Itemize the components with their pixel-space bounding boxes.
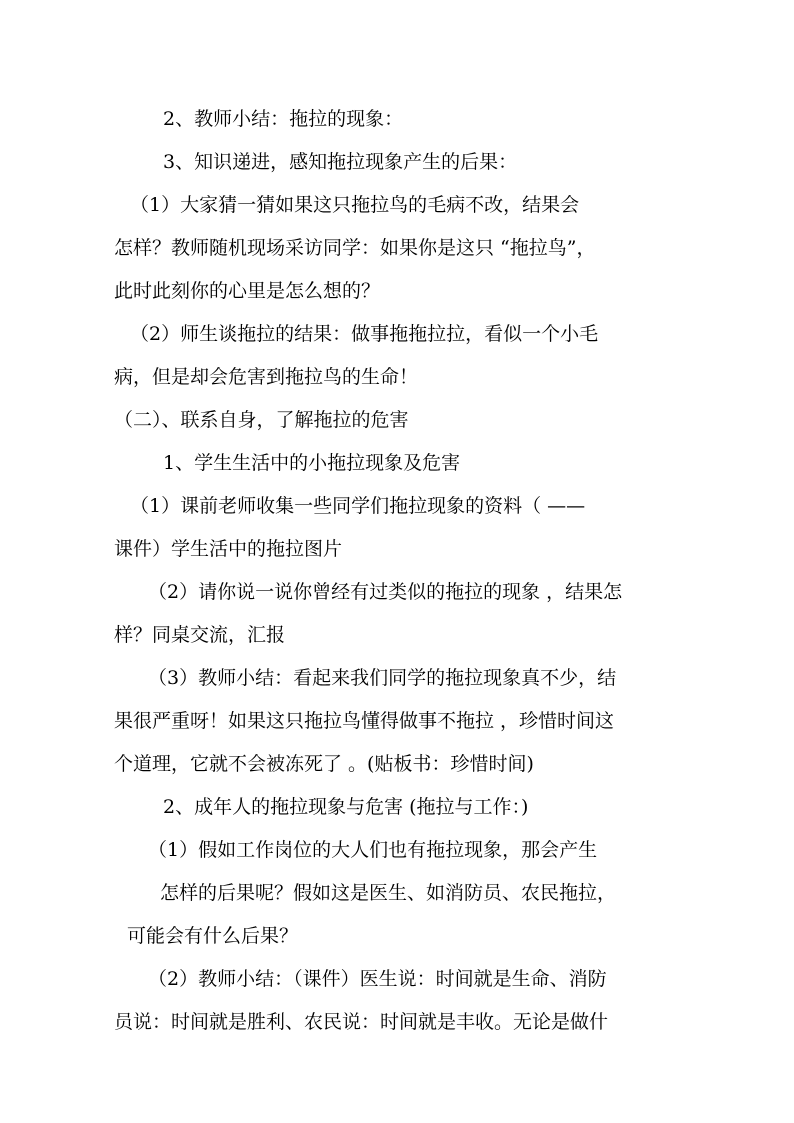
text-line-6: （2）师生谈拖拉的结果：做事拖拖拉拉，看似一个小毛 <box>130 323 599 345</box>
text-line-7: 病，但是却会危害到拖拉鸟的生命！ <box>114 366 419 388</box>
text-line-5: 此时此刻你的心里是怎么想的？ <box>114 280 381 302</box>
text-line-16: 个道理，它就不会被冻死了 。(贴板书：珍惜时间) <box>114 753 534 775</box>
text-line-15: 果很严重呀！如果这只拖拉鸟懂得做事不拖拉 ，珍惜时间这 <box>114 710 615 732</box>
text-line-11: 课件）学生活中的拖拉图片 <box>114 538 343 560</box>
text-line-19: 怎样的后果呢？假如这是医生、如消防员、农民拖拉， <box>160 882 617 904</box>
text-line-12: （2）请你说一说你曾经有过类似的拖拉的现象 ，结果怎 <box>148 581 623 603</box>
text-line-22: 员说：时间就是胜利、农民说：时间就是丰收。无论是做什 <box>114 1011 609 1033</box>
text-line-2: 3、知识递进，感知拖拉现象产生的后果： <box>163 151 518 173</box>
text-line-20: 可能会有什么后果？ <box>127 925 299 947</box>
text-line-17: 2、成年人的拖拉现象与危害 (拖拉与工作：) <box>163 796 529 818</box>
text-line-3: （1）大家猜一猜如果这只拖拉鸟的毛病不改，结果会 <box>130 194 580 216</box>
text-line-18: （1）假如工作岗位的大人们也有拖拉现象，那会产生 <box>148 839 598 861</box>
text-line-9: 1、学生生活中的小拖拉现象及危害 <box>163 452 461 474</box>
text-line-14: （3）教师小结：看起来我们同学的拖拉现象真不少，结 <box>148 667 617 689</box>
section-heading: （二）、联系自身，了解拖拉的危害 <box>114 409 409 431</box>
text-line-13: 样？同桌交流，汇报 <box>114 624 286 646</box>
text-line-10: （1）课前老师收集一些同学们拖拉现象的资料（ —— <box>130 495 586 517</box>
text-line-1: 2、教师小结：拖拉的现象： <box>163 108 404 130</box>
text-line-21: （2）教师小结：（课件）医生说：时间就是生命、消防 <box>148 968 607 990</box>
text-line-4: 怎样？教师随机现场采访同学：如果你是这只 “拖拉鸟”， <box>114 237 596 259</box>
